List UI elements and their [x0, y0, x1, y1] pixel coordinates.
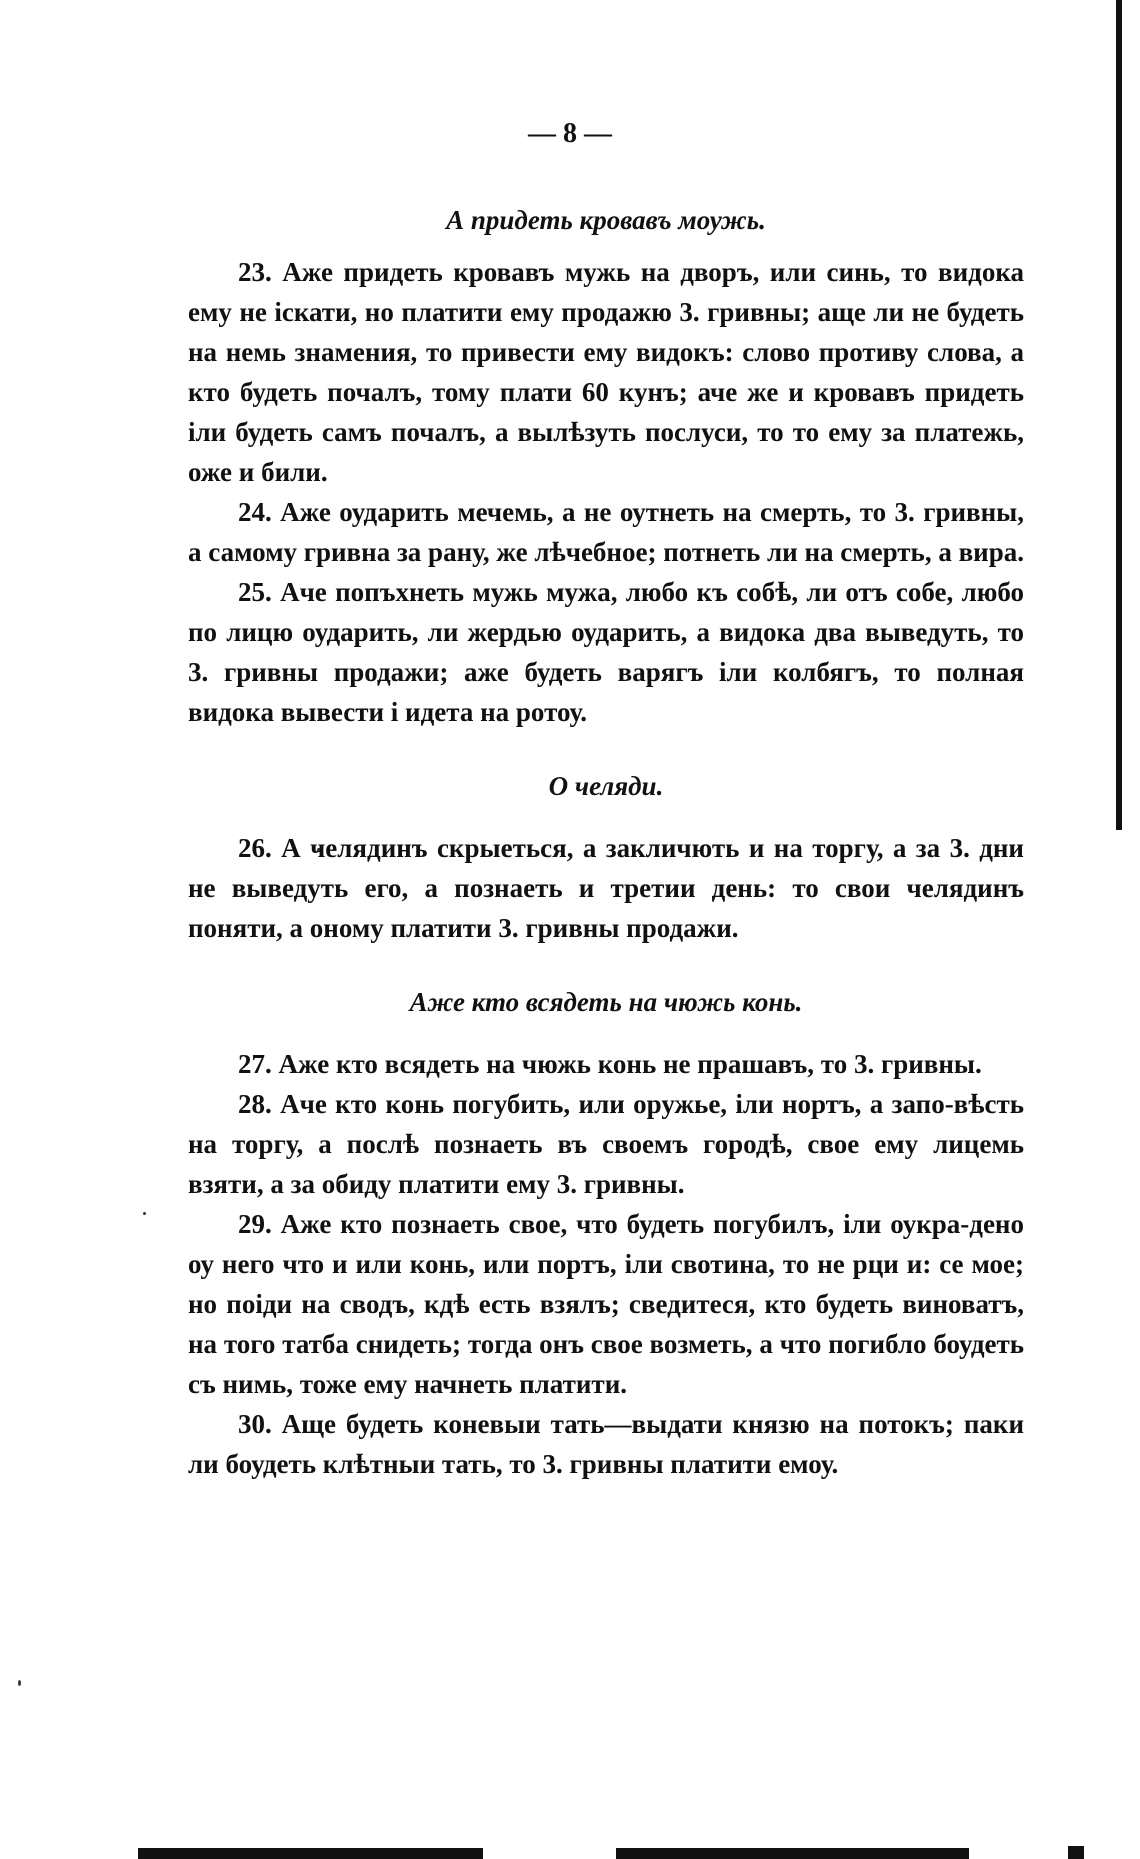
article-paragraph: 30. Аще будеть коневыи тать—выдати князю на потокъ; паки ли боудеть клѣтныи тать, то 3. гривны платити емоу. — [188, 1409, 1024, 1479]
document-body — [188, 200, 1024, 1484]
section-heading: Аже кто всядеть на чюжь конь. — [409, 987, 803, 1017]
article-paragraph: 27. Аже кто всядеть на чюжь конь не прашавъ, то 3. гривны. — [238, 1049, 982, 1079]
article-paragraph: 23. Аже придеть кровавъ мужь на дворъ, или синь, то видока ему не іскати, но платити ему продажю 3. гривны; аще ли не будеть на немь знамения, то привести ему видокъ: слово противу слова, а кто будеть почалъ, тому плати 60 кунъ; аче же и кровавъ придеть іли будеть самъ почалъ, а вылѣзуть послуси, то то ему за платежь, оже и били. — [188, 257, 1024, 487]
page-number: — 8 — — [528, 118, 612, 149]
article-paragraph: 28. Аче кто конь погубить, или оружье, іли нортъ, а запо-вѣсть на торгу, а послѣ познаеть въ своемъ городѣ, свое ему лицемь взяти, а за обиду платити ему 3. гривны. — [188, 1089, 1024, 1199]
scan-edge-bottom-right — [1068, 1846, 1084, 1859]
section-heading: А придеть кровавъ моужь. — [446, 205, 766, 235]
scan-edge-bottom-mid — [616, 1848, 969, 1859]
section-heading: О челяди. — [548, 771, 664, 801]
scan-edge-bottom-left — [138, 1848, 483, 1859]
speck — [143, 1212, 146, 1215]
article-paragraph: 25. Аче попъхнеть мужь мужа, любо къ собѣ, ли отъ собе, любо по лицю оударить, ли жердью оударить, а видока два выведуть, то 3. гривны продажи; аже будеть варягъ іли колбягъ, то полная видока вывести і идета на ротоу. — [188, 577, 1024, 727]
article-paragraph: 29. Аже кто познаеть свое, что будеть погубилъ, іли оукра-дено оу него что и или конь, или портъ, іли свотина, то не рци и: се мое; но поіди на сводъ, кдѣ есть взялъ; сведитеся, кто будеть виноватъ, на того татба снидеть; тогда онъ свое возметь, а что погибло боудеть съ нимь, тоже ему начнеть платити. — [188, 1209, 1024, 1399]
article-paragraph: 26. А челядинъ скрыеться, а закличють и на торгу, а за 3. дни не выведуть его, а познаеть и третии день: то свои челядинъ поняти, а оному платити 3. гривны продажи. — [188, 833, 1024, 943]
speck — [18, 1680, 21, 1686]
article-paragraph: 24. Аже оударить мечемь, а не оутнеть на смерть, то 3. гривны, а самому гривна за рану, же лѣчебное; потнеть ли на смерть, а вира. — [188, 497, 1024, 567]
